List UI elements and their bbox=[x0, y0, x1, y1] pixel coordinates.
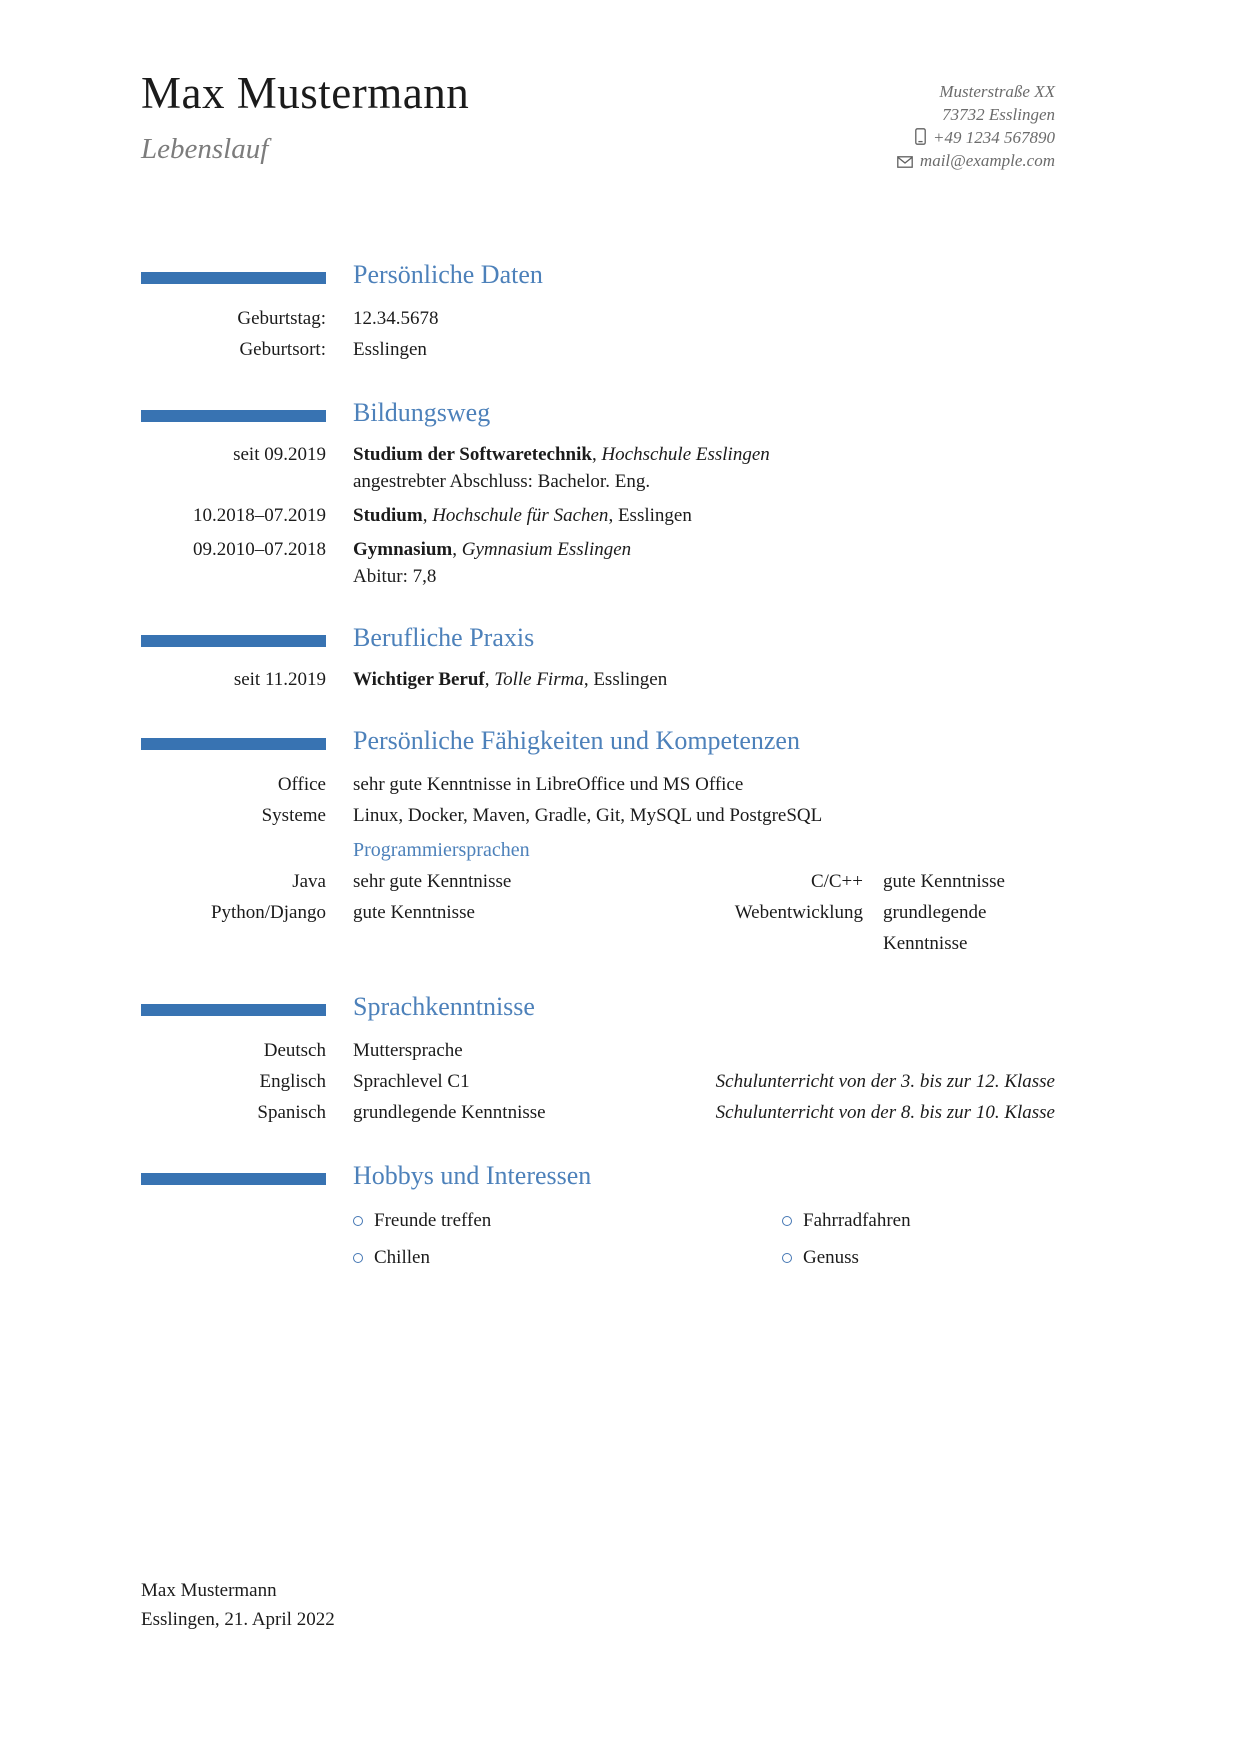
open-circle-bullet-icon bbox=[782, 1216, 792, 1226]
separator: , bbox=[422, 505, 433, 526]
language-row bbox=[141, 1035, 1055, 1066]
section-experience bbox=[141, 621, 1055, 693]
section-hobbies bbox=[141, 1159, 1055, 1271]
section-title-personal: Persönliche Daten bbox=[353, 260, 543, 289]
entry-degree: Studium der Softwaretechnik bbox=[353, 444, 592, 465]
field-label: Geburtstag: bbox=[237, 308, 326, 329]
skill-label: Webentwicklung bbox=[734, 902, 863, 923]
entry-company: Tolle Firma bbox=[494, 669, 584, 690]
section-languages bbox=[141, 990, 1055, 1128]
header bbox=[0, 0, 1241, 172]
field-label: Geburtsort: bbox=[239, 339, 326, 360]
field-value: Esslingen bbox=[353, 339, 427, 360]
field-value: sehr gute Kenntnisse in LibreOffice und MS Office bbox=[353, 774, 744, 795]
language-row bbox=[141, 1066, 1055, 1097]
education-entry bbox=[141, 441, 1055, 495]
entry-title-line bbox=[353, 502, 1055, 529]
open-circle-bullet-icon bbox=[782, 1253, 792, 1263]
contact-email-line bbox=[897, 149, 1055, 172]
entry-degree: Gymnasium bbox=[353, 539, 453, 560]
contact-street: Musterstraße XX bbox=[939, 82, 1055, 101]
document-subtitle: Lebenslauf bbox=[141, 133, 269, 166]
skills-prog-row bbox=[141, 866, 1055, 897]
personal-row-birthplace bbox=[141, 334, 1055, 365]
hobbies-row bbox=[141, 1204, 1055, 1271]
hobby-label: Genuss bbox=[803, 1247, 859, 1268]
signature-place-date: Esslingen, 21. April 2022 bbox=[141, 1609, 335, 1630]
entry-date: seit 11.2019 bbox=[233, 669, 326, 690]
experience-entry bbox=[141, 666, 1055, 693]
language-level: Sprachlevel C1 bbox=[353, 1071, 470, 1092]
field-label: Office bbox=[277, 774, 326, 795]
open-circle-bullet-icon bbox=[353, 1253, 363, 1263]
skills-row-systems bbox=[141, 800, 1055, 831]
field-value: Linux, Docker, Maven, Gradle, Git, MySQL und PostgreSQL bbox=[353, 805, 823, 826]
language-note: Schulunterricht von der 3. bis zur 12. Klasse bbox=[715, 1071, 1055, 1092]
contact-city: 73732 Esslingen bbox=[942, 105, 1055, 124]
hobby-label: Fahrradfahren bbox=[803, 1210, 911, 1231]
skill-label: Python/Django bbox=[210, 902, 326, 923]
section-title-experience: Berufliche Praxis bbox=[353, 623, 535, 652]
personal-row-birthday bbox=[141, 303, 1055, 334]
entry-title-line bbox=[353, 441, 1055, 468]
entry-location: Esslingen bbox=[617, 505, 692, 526]
mobile-phone-icon bbox=[915, 128, 926, 145]
contact-block bbox=[897, 80, 1055, 172]
section-rule bbox=[141, 1173, 326, 1185]
hobby-label: Freunde treffen bbox=[374, 1210, 492, 1231]
language-note: Schulunterricht von der 8. bis zur 10. Klasse bbox=[715, 1102, 1055, 1123]
entry-date: 09.2010–07.2018 bbox=[193, 539, 326, 560]
entry-location: Esslingen bbox=[593, 669, 668, 690]
entry-date: seit 09.2019 bbox=[233, 444, 326, 465]
entry-detail: angestrebter Abschluss: Bachelor. Eng. bbox=[353, 471, 651, 492]
section-rule bbox=[141, 738, 326, 750]
section-rule bbox=[141, 410, 326, 422]
skill-label: Java bbox=[292, 871, 326, 892]
entry-date: 10.2018–07.2019 bbox=[193, 505, 326, 526]
section-education bbox=[141, 396, 1055, 590]
section-skills bbox=[141, 724, 1055, 959]
hobby-item bbox=[782, 1245, 1055, 1271]
skill-level: gute Kenntnisse bbox=[353, 902, 475, 923]
skills-row-office bbox=[141, 769, 1055, 800]
skill-level: gute Kenntnisse bbox=[883, 871, 1005, 892]
skill-level: grundlegende Kenntnisse bbox=[883, 902, 987, 954]
language-level: Muttersprache bbox=[353, 1040, 463, 1061]
open-circle-bullet-icon bbox=[353, 1216, 363, 1226]
signature-block bbox=[141, 1576, 335, 1634]
entry-detail: Abitur: 7,8 bbox=[353, 566, 437, 587]
hobby-item bbox=[353, 1245, 782, 1271]
skills-subheading-row bbox=[141, 835, 1055, 866]
skills-prog-row bbox=[141, 897, 1055, 959]
contact-phone-line bbox=[897, 126, 1055, 149]
field-label: Systeme bbox=[261, 805, 326, 826]
separator: , bbox=[484, 669, 495, 690]
section-rule bbox=[141, 272, 326, 284]
section-title-education: Bildungsweg bbox=[353, 398, 491, 427]
section-rule bbox=[141, 1004, 326, 1016]
person-name: Max Mustermann bbox=[141, 68, 470, 118]
section-title-skills: Persönliche Fähigkeiten und Kompetenzen bbox=[353, 726, 800, 755]
separator: , bbox=[452, 539, 462, 560]
contact-email: mail@example.com bbox=[919, 151, 1055, 170]
identity-block bbox=[141, 68, 469, 166]
content bbox=[0, 258, 1241, 1271]
entry-institution: Hochschule Esslingen bbox=[601, 444, 770, 465]
entry-title-line bbox=[353, 536, 1055, 563]
field-value: 12.34.5678 bbox=[353, 308, 439, 329]
entry-institution: Hochschule für Sachen bbox=[432, 505, 609, 526]
entry-role: Wichtiger Beruf bbox=[353, 669, 485, 690]
hobby-item bbox=[353, 1208, 782, 1234]
separator: , bbox=[608, 505, 618, 526]
signature-name: Max Mustermann bbox=[141, 1580, 277, 1601]
hobby-item bbox=[782, 1208, 1055, 1234]
section-title-languages: Sprachkenntnisse bbox=[353, 992, 535, 1021]
section-rule bbox=[141, 635, 326, 647]
language-level: grundlegende Kenntnisse bbox=[353, 1102, 546, 1123]
language-name: Englisch bbox=[259, 1071, 326, 1092]
subsection-title-programming: Programmiersprachen bbox=[353, 839, 530, 861]
entry-title-line bbox=[353, 666, 1055, 693]
separator: , bbox=[591, 444, 602, 465]
skill-level: sehr gute Kenntnisse bbox=[353, 871, 512, 892]
hobby-label: Chillen bbox=[374, 1247, 430, 1268]
section-personal-data bbox=[141, 258, 1055, 365]
language-row bbox=[141, 1097, 1055, 1128]
language-name: Spanisch bbox=[257, 1102, 326, 1123]
education-entry bbox=[141, 536, 1055, 590]
separator: , bbox=[583, 669, 594, 690]
education-entry bbox=[141, 502, 1055, 529]
entry-institution: Gymnasium Esslingen bbox=[461, 539, 632, 560]
envelope-icon bbox=[897, 156, 913, 168]
language-name: Deutsch bbox=[263, 1040, 326, 1061]
contact-phone: +49 1234 567890 bbox=[933, 128, 1055, 147]
section-title-hobbies: Hobbys und Interessen bbox=[353, 1161, 592, 1190]
skill-label: C/C++ bbox=[810, 871, 863, 892]
entry-degree: Studium bbox=[353, 505, 423, 526]
